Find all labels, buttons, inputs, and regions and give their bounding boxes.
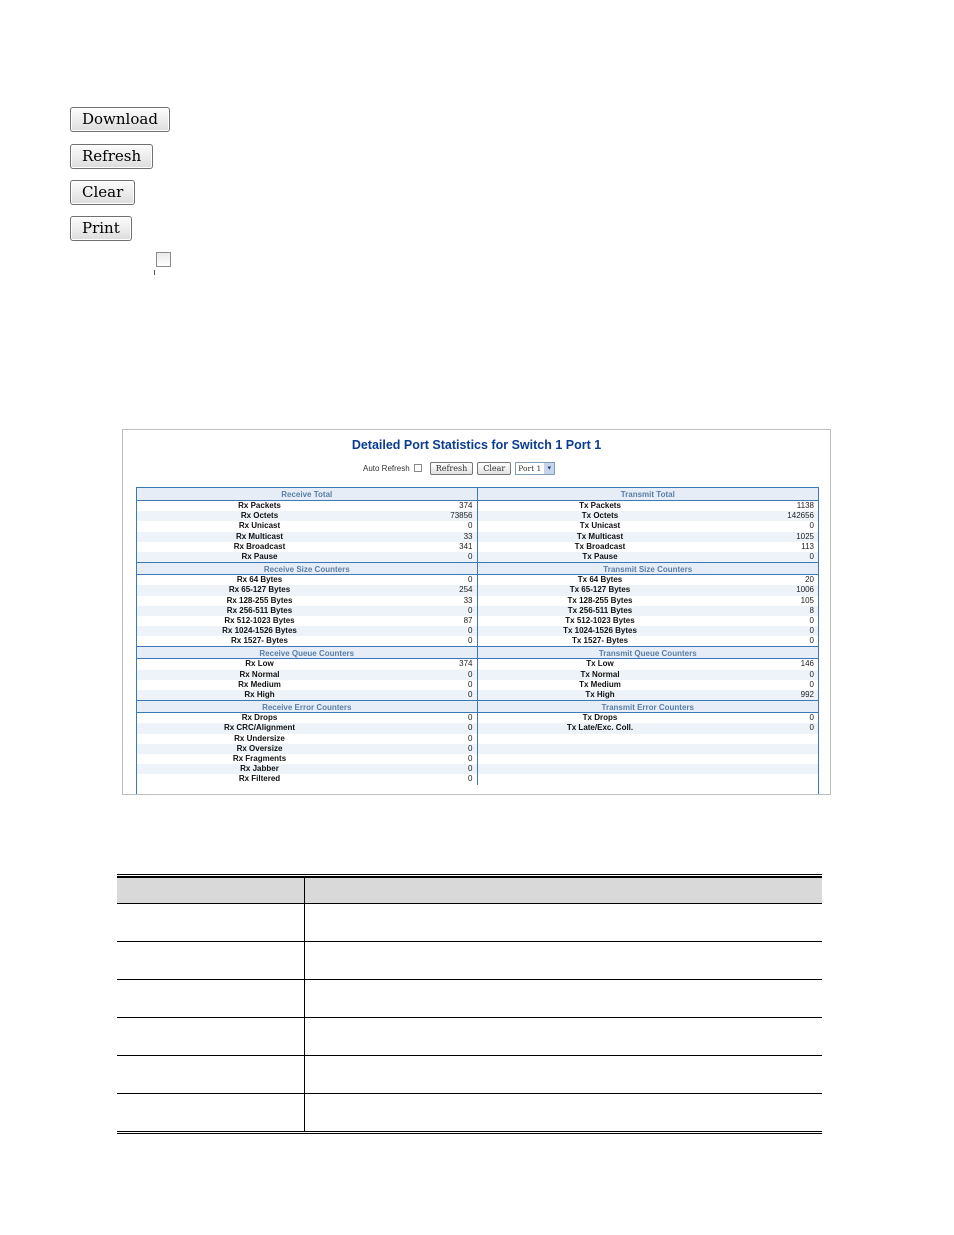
stat-value: 0 <box>468 690 473 699</box>
table-row <box>478 616 819 626</box>
print-button[interactable]: Print <box>70 216 132 241</box>
port-select-value: Port 1 <box>518 463 542 473</box>
table-row <box>137 744 477 754</box>
stat-value: 33 <box>463 595 473 605</box>
table-row <box>137 734 477 744</box>
panel-refresh-button[interactable]: Refresh <box>430 462 474 475</box>
table-row <box>478 754 819 764</box>
transmit-section-header: Transmit Error Counters <box>478 700 819 713</box>
table-row <box>478 596 819 606</box>
stat-label: Tx Packets <box>579 501 621 510</box>
auto-refresh-checkbox[interactable] <box>156 252 171 267</box>
stat-label: Tx 128-255 Bytes <box>567 595 633 605</box>
stat-value: 8 <box>809 605 814 615</box>
stat-label: Rx Filtered <box>238 774 281 784</box>
table-row <box>478 744 819 754</box>
stat-label: Tx Pause <box>582 551 618 561</box>
table-row <box>137 501 477 511</box>
stat-value: 254 <box>459 585 473 595</box>
transmit-section-header: Transmit Queue Counters <box>478 646 819 659</box>
stat-value: 33 <box>463 531 473 541</box>
stat-label: Tx Drops <box>582 713 618 723</box>
table-row <box>478 552 819 562</box>
stat-value: 73856 <box>450 511 473 521</box>
transmit-section-header: Transmit Total <box>478 488 819 501</box>
stat-label: Tx 65-127 Bytes <box>569 585 631 595</box>
stat-value: 0 <box>809 713 814 723</box>
panel-controls <box>363 461 555 475</box>
stat-value: 0 <box>468 753 473 763</box>
panel-title: Detailed Port Statistics for Switch 1 Port 1 <box>351 438 602 452</box>
table-row <box>137 774 477 784</box>
stat-label: Rx Packets <box>238 501 281 510</box>
stat-value: 1006 <box>796 585 814 595</box>
stat-label: Tx 256-511 Bytes <box>567 605 633 615</box>
table-row <box>137 542 477 552</box>
table-row <box>478 585 819 595</box>
stat-label: Rx Multicast <box>235 531 284 541</box>
stat-value: 0 <box>468 575 473 585</box>
table-row <box>478 532 819 542</box>
stat-value: 1138 <box>796 501 814 510</box>
stat-label: Rx Broadcast <box>233 541 286 551</box>
stat-label: Rx 1527- Bytes <box>231 636 288 646</box>
stat-value: 0 <box>468 551 473 561</box>
panel-auto-refresh-checkbox[interactable] <box>414 464 422 472</box>
stat-value: 20 <box>805 575 814 585</box>
stat-value: 0 <box>468 743 473 753</box>
stat-value: 0 <box>809 626 814 636</box>
table-row <box>137 659 477 669</box>
table-row <box>137 585 477 595</box>
table-row <box>478 774 819 784</box>
stat-label: Rx Unicast <box>238 521 281 531</box>
table-row <box>137 616 477 626</box>
table-row <box>137 532 477 542</box>
table-row <box>478 670 819 680</box>
table-row <box>137 690 477 700</box>
table-row <box>478 521 819 531</box>
stat-value: 0 <box>468 764 473 774</box>
stat-value: 0 <box>809 521 814 531</box>
table-row <box>137 713 477 723</box>
table-row <box>478 606 819 616</box>
stat-value: 0 <box>468 679 473 689</box>
table-row <box>478 636 819 646</box>
table-row <box>478 713 819 723</box>
table-row <box>478 734 819 744</box>
stat-value: 0 <box>468 521 473 531</box>
transmit-section-header: Transmit Size Counters <box>478 562 819 575</box>
download-button[interactable]: Download <box>70 107 170 132</box>
stat-label: Tx 1024-1526 Bytes <box>563 626 637 636</box>
stat-value: 0 <box>809 679 814 689</box>
stat-value: 1025 <box>796 531 814 541</box>
stat-label: Rx 65-127 Bytes <box>228 585 291 595</box>
stat-label: Rx CRC/Alignment <box>223 723 296 733</box>
stat-label: Tx Octets <box>581 511 619 521</box>
transmit-column <box>478 488 819 785</box>
stat-value: 0 <box>468 636 473 646</box>
table-row <box>117 1056 822 1094</box>
stat-value: 0 <box>809 551 814 561</box>
table-row <box>137 606 477 616</box>
table-row <box>117 980 822 1018</box>
stat-label: Tx Normal <box>580 669 620 679</box>
stat-value: 0 <box>468 774 473 784</box>
stat-value: 0 <box>468 669 473 679</box>
stat-label: Tx 64 Bytes <box>577 575 623 585</box>
port-select[interactable] <box>515 462 555 475</box>
tick-mark <box>154 270 155 275</box>
table-row <box>137 626 477 636</box>
stat-value: 0 <box>809 669 814 679</box>
receive-section-header: Receive Queue Counters <box>137 646 477 659</box>
stat-label: Rx Fragments <box>232 753 287 763</box>
stat-value: 0 <box>468 713 473 723</box>
stat-label: Rx 512-1023 Bytes <box>224 615 295 625</box>
table-row <box>117 1094 822 1131</box>
stat-value: 341 <box>459 541 473 551</box>
stat-value: 0 <box>809 723 814 733</box>
stat-label: Rx 64 Bytes <box>236 575 283 585</box>
stat-label: Rx Undersize <box>234 733 285 743</box>
table-row <box>137 754 477 764</box>
stat-label: Tx High <box>585 690 615 699</box>
stat-label: Rx High <box>244 690 275 699</box>
stat-value: 0 <box>468 605 473 615</box>
chevron-down-icon: ▾ <box>544 463 554 474</box>
stat-label: Tx Low <box>586 659 614 669</box>
stat-label: Tx Broadcast <box>574 541 626 551</box>
table-row <box>137 552 477 562</box>
stat-value: 87 <box>463 615 473 625</box>
stat-label: Tx Medium <box>579 679 621 689</box>
stat-label: Rx Drops <box>241 713 278 723</box>
stat-label: Tx Unicast <box>579 521 621 531</box>
description-table <box>117 874 822 1134</box>
table-row <box>478 511 819 521</box>
stat-label: Rx Pause <box>241 551 278 561</box>
clear-button[interactable]: Clear <box>70 180 135 205</box>
auto-refresh-label: Auto Refresh <box>363 463 410 473</box>
port-statistics-panel <box>122 429 831 795</box>
stat-value: 146 <box>800 659 814 669</box>
stat-label: Rx 256-511 Bytes <box>226 605 293 615</box>
stat-label: Rx Medium <box>238 679 281 689</box>
table-row <box>137 670 477 680</box>
stat-value: 105 <box>800 595 814 605</box>
receive-section-header: Receive Total <box>137 488 477 501</box>
table-row <box>478 501 819 511</box>
description-table-header <box>117 877 822 904</box>
stat-label: Tx Multicast <box>576 531 624 541</box>
table-row <box>478 723 819 733</box>
stat-value: 142656 <box>787 511 814 521</box>
table-row <box>117 942 822 980</box>
table-row <box>478 659 819 669</box>
table-row <box>137 596 477 606</box>
table-row <box>137 680 477 690</box>
table-row <box>478 575 819 585</box>
table-row <box>117 1018 822 1056</box>
table-row <box>137 723 477 733</box>
refresh-button[interactable]: Refresh <box>70 144 153 169</box>
stat-value: 992 <box>800 690 814 699</box>
stat-value: 0 <box>468 723 473 733</box>
receive-section-header: Receive Size Counters <box>137 562 477 575</box>
stat-label: Rx Normal <box>239 669 280 679</box>
table-row <box>137 521 477 531</box>
table-row <box>117 904 822 942</box>
stat-label: Rx 128-255 Bytes <box>226 595 293 605</box>
stat-label: Rx Oversize <box>236 743 283 753</box>
stat-value: 0 <box>809 615 814 625</box>
stat-label: Tx 512-1023 Bytes <box>565 615 635 625</box>
stat-label: Rx Octets <box>240 511 279 521</box>
table-row <box>137 636 477 646</box>
statistics-table <box>136 487 819 795</box>
table-row <box>478 542 819 552</box>
stat-label: Rx Jabber <box>240 764 279 774</box>
receive-column <box>137 488 478 785</box>
table-row <box>478 680 819 690</box>
stat-value: 374 <box>459 659 473 669</box>
stat-label: Rx 1024-1526 Bytes <box>222 626 297 636</box>
receive-section-header: Receive Error Counters <box>137 700 477 713</box>
stat-value: 0 <box>468 733 473 743</box>
stat-label: Tx Late/Exc. Coll. <box>566 723 634 733</box>
stat-value: 0 <box>809 636 814 646</box>
table-row <box>478 690 819 700</box>
stat-value: 113 <box>801 541 814 551</box>
stat-value: 0 <box>468 626 473 636</box>
stat-value: 374 <box>459 501 473 510</box>
table-row <box>478 626 819 636</box>
table-row <box>137 764 477 774</box>
stat-label: Tx 1527- Bytes <box>571 636 629 646</box>
table-row <box>137 511 477 521</box>
table-row <box>137 575 477 585</box>
table-row <box>478 764 819 774</box>
stat-label: Rx Low <box>245 659 274 669</box>
panel-clear-button[interactable]: Clear <box>477 462 511 475</box>
